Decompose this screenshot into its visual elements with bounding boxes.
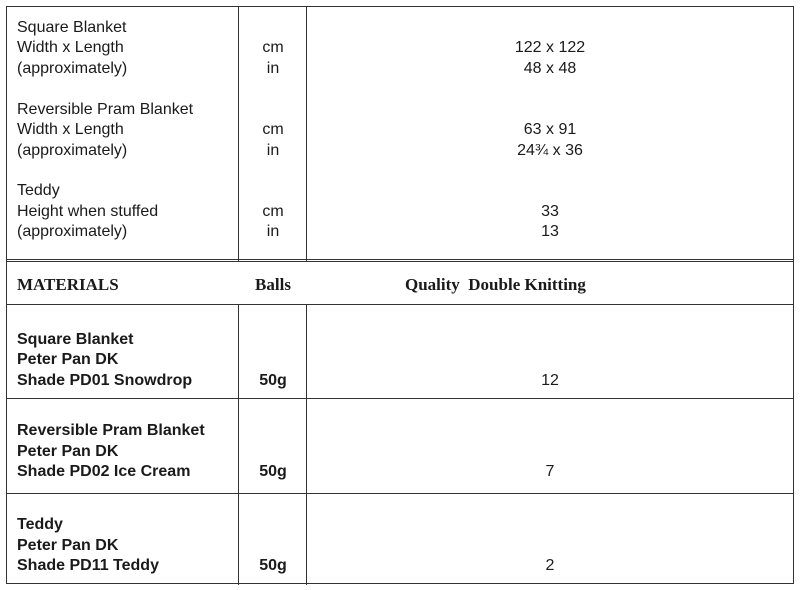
measurement-label: Height when stuffed: [17, 203, 159, 220]
header-divider: [7, 304, 793, 305]
ball-count: 12: [541, 372, 559, 389]
unit-cm: cm: [262, 121, 284, 138]
value-in: 13: [541, 223, 559, 240]
quality-heading: Quality Double Knitting: [405, 275, 586, 294]
measurement-label: Teddy: [17, 182, 60, 199]
row-divider: [7, 398, 793, 399]
material-label: Peter Pan DK: [17, 537, 119, 554]
measurement-label: (approximately): [17, 60, 128, 77]
ball-count: 7: [545, 463, 555, 480]
material-label: Peter Pan DK: [17, 443, 119, 460]
material-label: Shade PD01 Snowdrop: [17, 372, 193, 389]
value-cm: 63 x 91: [523, 121, 577, 138]
ball-count: 2: [545, 557, 555, 574]
value-cm: 122 x 122: [514, 39, 586, 56]
measurement-label: (approximately): [17, 142, 128, 159]
pattern-table: [6, 6, 794, 584]
section-divider: [7, 259, 793, 262]
column-divider-1: [238, 304, 239, 585]
materials-heading: MATERIALS: [17, 275, 119, 294]
measurement-label: Reversible Pram Blanket: [17, 101, 194, 118]
measurement-label: Square Blanket: [17, 19, 127, 36]
value-cm: 33: [541, 203, 559, 220]
unit-in: in: [266, 142, 280, 159]
unit-in: in: [266, 60, 280, 77]
unit-in: in: [266, 223, 280, 240]
ball-weight: 50g: [259, 463, 287, 480]
measurement-label: Width x Length: [17, 121, 124, 138]
ball-weight: 50g: [259, 557, 287, 574]
value-in: 48 x 48: [523, 60, 577, 77]
balls-heading: Balls: [255, 275, 291, 294]
material-label: Reversible Pram Blanket: [17, 422, 205, 439]
value-in: 24¾ x 36: [517, 142, 583, 159]
measurement-label: (approximately): [17, 223, 128, 240]
unit-cm: cm: [262, 203, 284, 220]
material-label: Peter Pan DK: [17, 351, 119, 368]
material-label: Shade PD02 Ice Cream: [17, 463, 191, 480]
material-label: Teddy: [17, 516, 63, 533]
unit-cm: cm: [262, 39, 284, 56]
material-label: Square Blanket: [17, 331, 134, 348]
row-divider: [7, 493, 793, 494]
material-label: Shade PD11 Teddy: [17, 557, 159, 574]
column-divider-2: [306, 304, 307, 585]
measurement-label: Width x Length: [17, 39, 124, 56]
ball-weight: 50g: [259, 372, 287, 389]
